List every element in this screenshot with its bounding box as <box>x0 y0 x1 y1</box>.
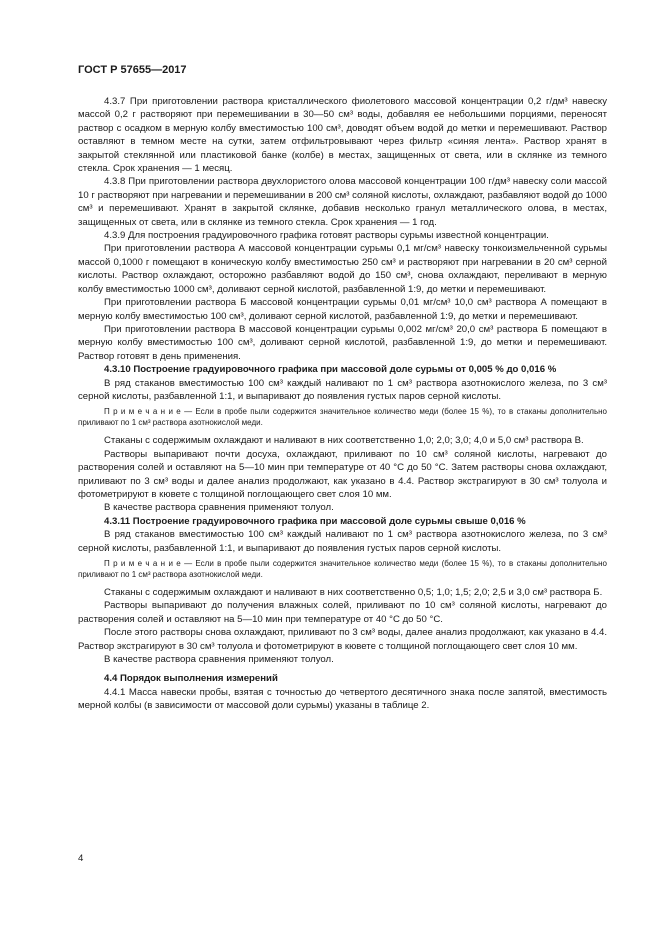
page-body <box>78 95 607 713</box>
note-text: — Если в пробе пыли содержится значительное количество меди (более 15 %), то в стаканы дополнительно приливают по 1 см³ раствора азотнокислой меди. <box>78 407 608 428</box>
note-label: П р и м е ч а н и е <box>104 407 181 417</box>
heading-4-3-11: 4.3.11 Построение градуировочного графика при массовой доле сурьмы свыше 0,016 % <box>104 515 526 527</box>
note-2 <box>78 558 607 580</box>
paragraph-4-3-11-d: После этого растворы снова охлаждают, приливают по 3 см³ воды, далее анализ продолжают, как указано в 4.4. Раствор экстрагируют в 30 см³ толуола и фотометрируют в кювете с толщиной поглощающего свет слоя 10 мм. <box>78 627 607 652</box>
paragraph-4-3-10-a: В ряд стаканов вместимостью 100 см³ каждый наливают по 1 см³ раствора азотнокислого железа, по 3 см³ серной кислоты, разбавленной 1:1, и выпаривают до появления густых паров серной кислоты. <box>78 377 607 402</box>
paragraph-4-3-9: 4.3.9 Для построения градуировочного графика готовят растворы сурьмы известной концентрации. <box>104 230 549 242</box>
note-text: — Если в пробе пыли содержится значительное количество меди (более 15 %), то в стаканы дополнительно приливают по 1 см³ раствора азотнокислой меди. <box>78 559 608 579</box>
paragraph-4-3-10-d: В качестве раствора сравнения применяют толуол. <box>104 502 334 514</box>
paragraph-solution-v: При приготовлении раствора В массовой концентрации сурьмы 0,002 мг/см³ 20,0 см³ раствора Б помещают в мерную колбу вместимостью 100 см³, доливают серной кислотой, разбавленной 1:9, до метки и перемешивают. Раствор готовят в день применения. <box>78 323 607 362</box>
note-1 <box>78 406 607 428</box>
document-header: ГОСТ Р 57655—2017 <box>78 64 187 76</box>
paragraph-4-3-11-a: В ряд стаканов вместимостью 100 см³ каждый наливают по 1 см³ раствора азотнокислого железа, по 3 см³ серной кислоты, разбавленной 1:1, и выпаривают до появления густых паров серной кислоты. <box>78 529 607 554</box>
paragraph-4-3-10-b: Стаканы с содержимым охлаждают и наливают в них соответственно 1,0; 2,0; 3,0; 4,0 и 5,0 см³ раствора В. <box>104 435 584 447</box>
heading-4-4: 4.4 Порядок выполнения измерений <box>104 673 278 685</box>
paragraph-4-3-7: 4.3.7 При приготовлении раствора кристаллического фиолетового массовой концентрации 0,2 г/дм³ навеску массой 0,2 г растворяют при перемешивании в 30—50 см³ воды, добавляя ее небольшими порциями, переносят раствор с осадком в мерную колбу вместимостью 100 см³, доводят объем водой до метки и перемешивают. Раствор оставляют в темном месте на сутки, затем отфильтровывают через фильтр «синяя лента». Раствор хранят в закрытой стеклянной или пластиковой банке (колбе) в местах, защищенных от света, или в склянке из темного стекла. Срок хранения — 1 месяц. <box>78 96 607 175</box>
paragraph-4-4-1: 4.4.1 Масса навески пробы, взятая с точностью до четвертого десятичного знака после запятой, вместимость мерной колбы (в зависимости от массовой доли сурьмы) указаны в таблице 2. <box>78 686 607 712</box>
paragraph-4-3-10-c: Растворы выпаривают почти досуха, охлаждают, приливают по 10 см³ соляной кислоты, нагревают до растворения солей и оставляют на 5—10 мин при температуре от 40 °С до 50 °С. Затем растворы снова охлаждают, приливают по 3 см³ воды и далее анализ продолжают, как указано в 4.4. Раствор экстрагируют в 30 см³ толуола и фотометрируют в кювете с толщиной поглощающего свет слоя 10 мм. <box>78 448 607 500</box>
paragraph-4-3-11-c: Растворы выпаривают до получения влажных солей, приливают по 10 см³ соляной кислоты, нагревают до растворения солей и оставляют на 5—10 мин при температуре от 40 °С до 50 °С. <box>78 600 607 625</box>
note-label: П р и м е ч а н и е <box>104 559 181 568</box>
paragraph-4-3-8: 4.3.8 При приготовлении раствора двухлористого олова массовой концентрации 100 г/дм³ навеску соли массой 10 г растворяют при нагревании и перемешивании в 200 см³ соляной кислоты, охлаждают, разбавляют водой до 1000 см³ и перемешивают. Хранят в закрытой склянке, добавив несколько гранул металлического олова, в местах, защищенных от света, или в склянке из темного стекла. Срок хранения — 1 год. <box>78 176 607 228</box>
paragraph-4-3-11-e: В качестве раствора сравнения применяют толуол. <box>104 654 334 666</box>
paragraph-solution-b: При приготовлении раствора Б массовой концентрации сурьмы 0,01 мг/см³ 10,0 см³ раствора А помещают в мерную колбу вместимостью 100 см³, доливают серной кислотой, разбавленной 1:9, до метки и перемешивают. <box>78 297 607 322</box>
heading-4-3-10: 4.3.10 Построение градуировочного графика при массовой доле сурьмы от 0,005 % до 0,016 % <box>104 364 557 376</box>
paragraph-4-3-11-b: Стаканы с содержимым охлаждают и наливают в них соответственно 0,5; 1,0; 1,5; 2,0; 2,5 и 3,0 см³ раствора Б. <box>104 587 603 598</box>
page-number: 4 <box>78 853 84 864</box>
paragraph-solution-a: При приготовлении раствора А массовой концентрации сурьмы 0,1 мг/см³ навеску тонкоизмельченной сурьмы массой 0,1000 г помещают в коническую колбу вместимостью 250 см³ и растворяют при нагревании в 20 см³ серной кислоты. Раствор охлаждают, осторожно разбавляют водой до 150 см³, снова охлаждают, переливают в мерную колбу вместимостью 1000 см³, доливают серной кислотой, разбавленной 1:9, до метки и перемешивают. <box>78 243 607 295</box>
